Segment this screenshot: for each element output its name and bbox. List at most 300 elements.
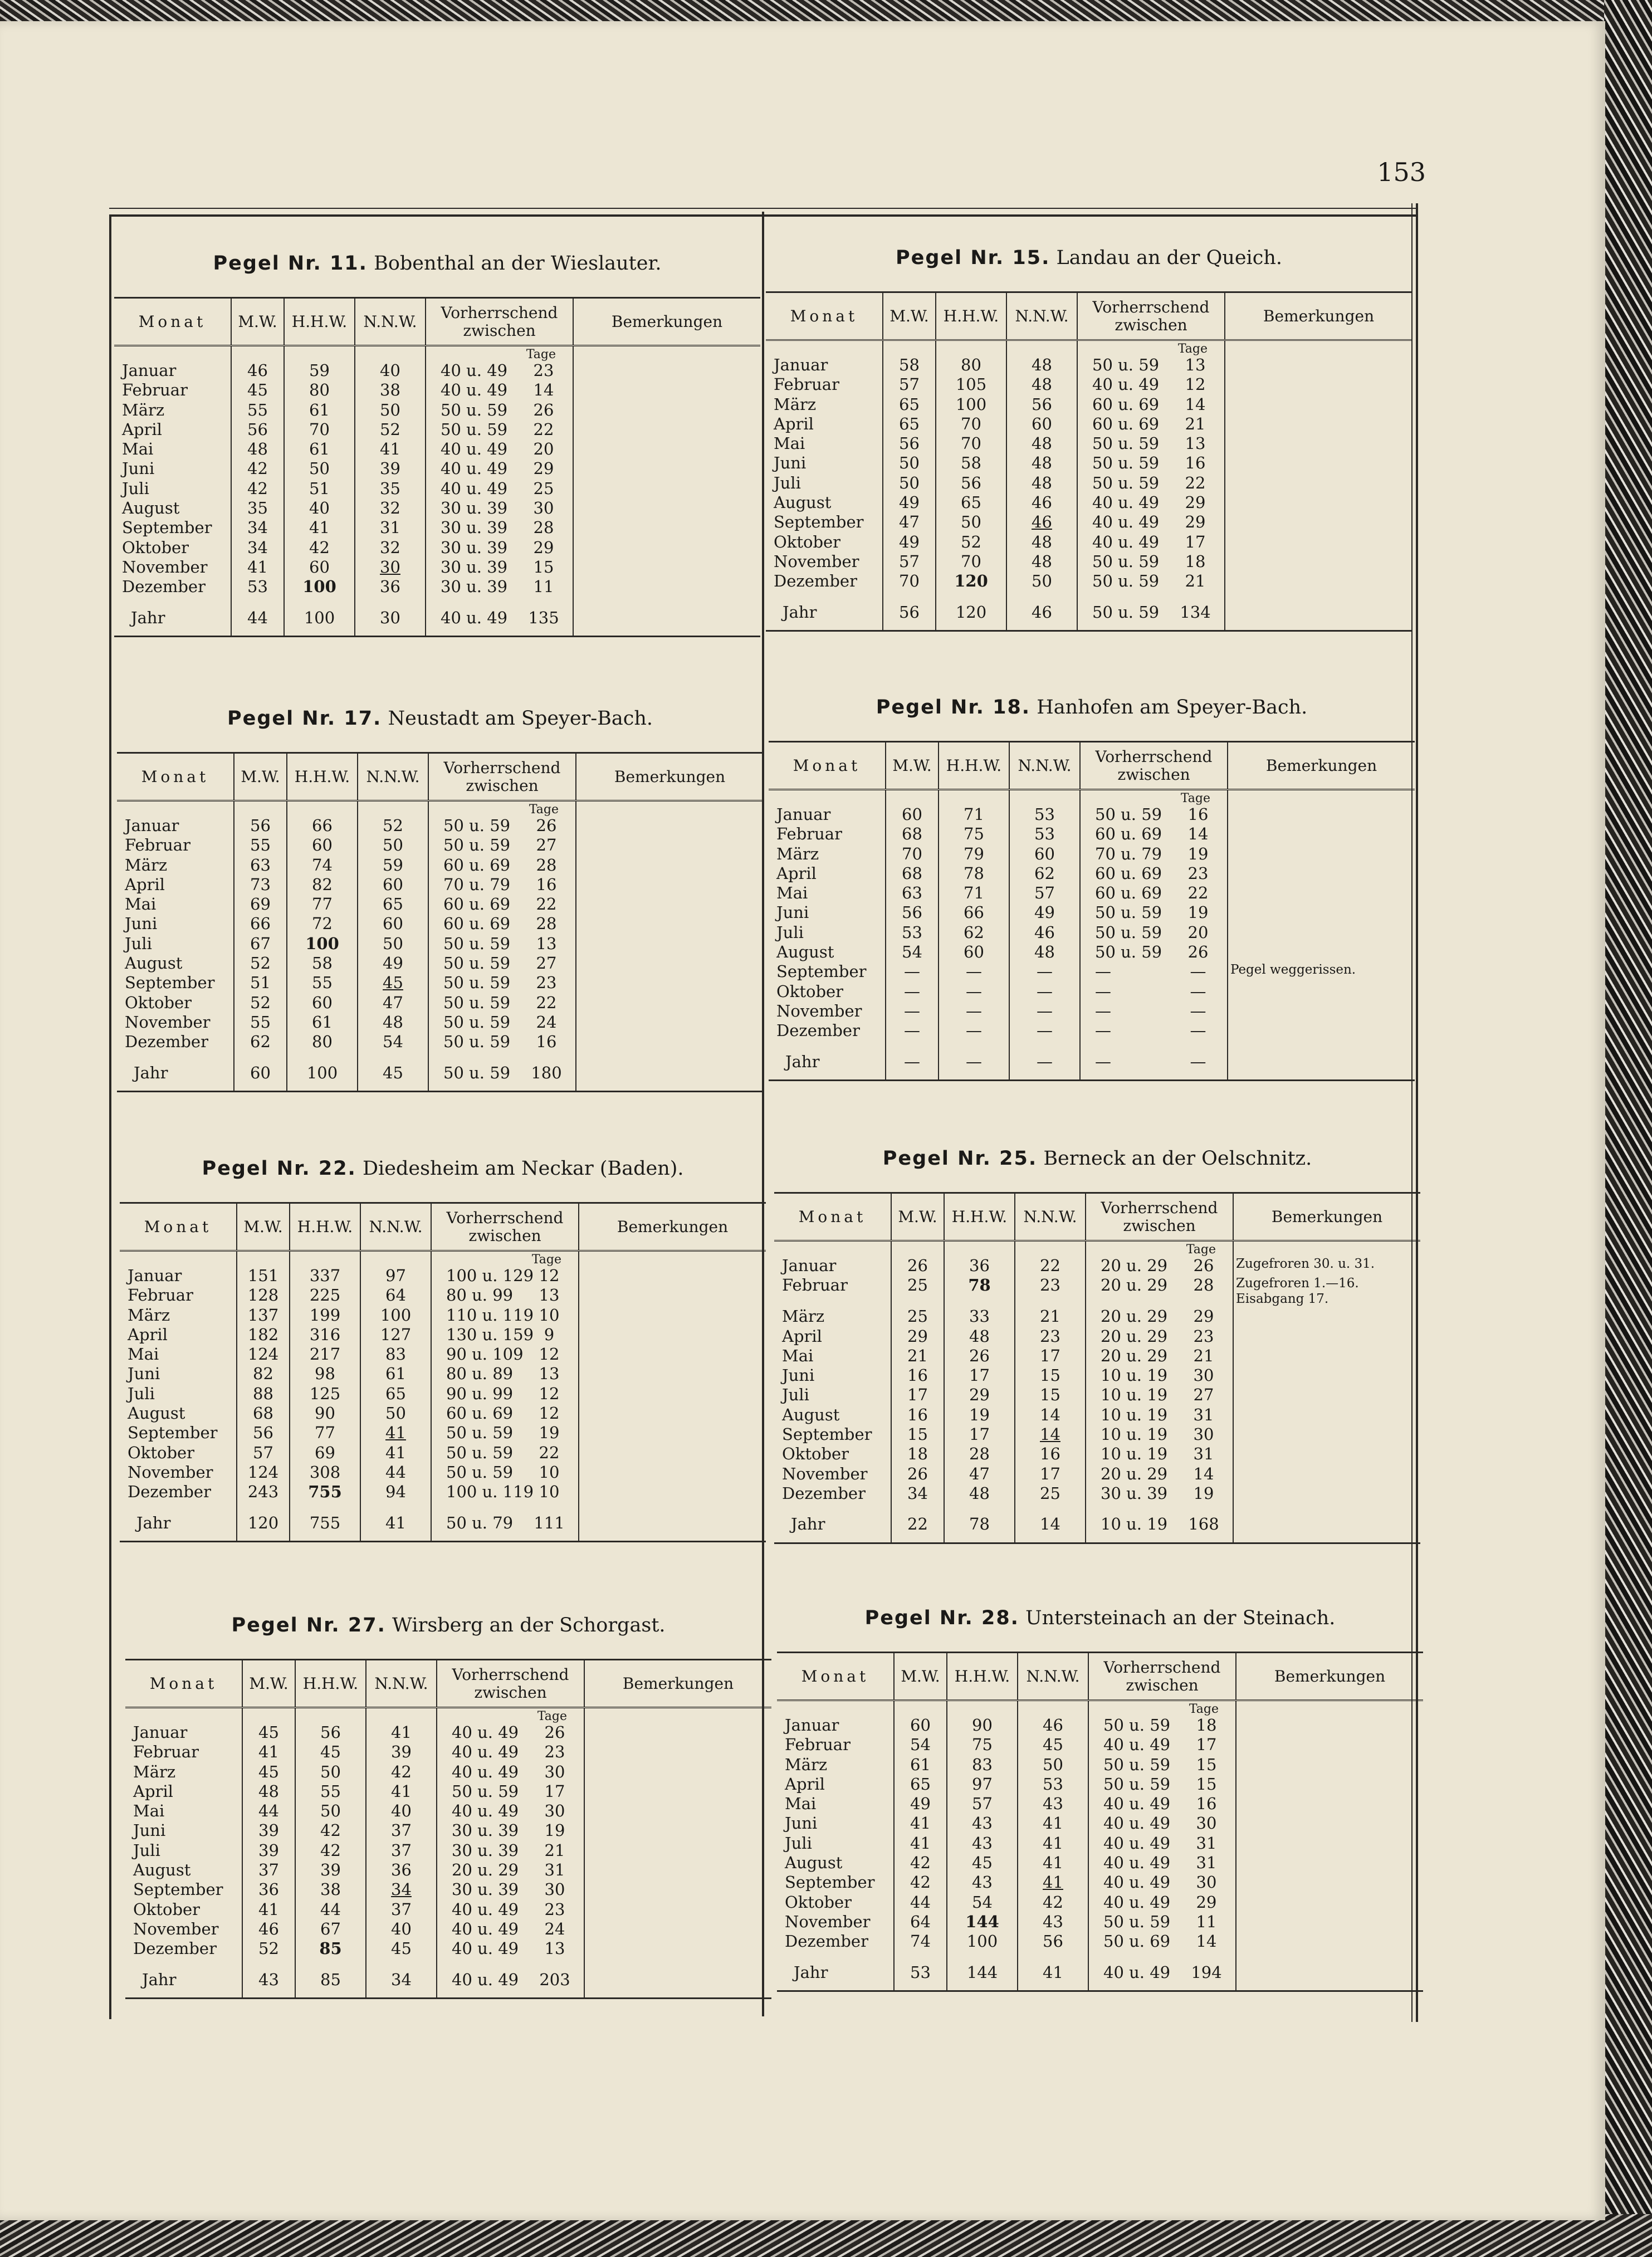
value-mw: 26	[891, 1256, 944, 1276]
tage-count: 19	[539, 1423, 560, 1443]
tage-row	[120, 1251, 766, 1267]
value-vorherrschend	[1077, 395, 1225, 414]
year-remark	[1233, 1503, 1420, 1543]
header-mw: M.W.	[894, 1653, 947, 1701]
page-number: 153	[1377, 157, 1426, 187]
month-name: September	[785, 1873, 875, 1892]
value-vorherrschend	[1080, 824, 1228, 844]
value-hhw: 40	[284, 499, 355, 518]
value-mw: 63	[234, 856, 287, 875]
tage-count: 15	[1196, 1755, 1217, 1774]
remark	[1225, 355, 1412, 375]
value-hhw: 755	[290, 1482, 360, 1502]
value-vorherrschend	[1088, 1893, 1236, 1912]
month-row	[120, 1266, 766, 1286]
remark	[1236, 1755, 1423, 1775]
month-name: November	[128, 1462, 213, 1482]
value-vorherrschend	[1086, 1385, 1233, 1405]
range: 50 u. 59	[443, 993, 511, 1012]
month-row	[769, 805, 1415, 824]
value-hhw: 54	[947, 1893, 1018, 1912]
value-hhw: 97	[947, 1775, 1018, 1794]
value-mw: 42	[894, 1853, 947, 1873]
tage-row-cell	[1018, 1701, 1088, 1716]
value-mw: 25	[891, 1276, 944, 1307]
tage-count: 19	[1187, 903, 1209, 922]
tage-row-cell	[234, 801, 287, 817]
year-nnw: 30	[355, 597, 426, 637]
remark: Pegel weggerissen.	[1228, 962, 1415, 981]
tage-label: Tage	[1086, 1241, 1233, 1257]
month-row	[117, 954, 763, 973]
value-hhw: 50	[295, 1801, 366, 1821]
top-frame-rule	[109, 214, 1418, 217]
value-nnw: 41	[366, 1723, 437, 1742]
range: 10 u. 19	[1101, 1515, 1168, 1534]
value-nnw: 46	[1006, 493, 1077, 512]
remark	[584, 1821, 771, 1840]
value-hhw: 70	[936, 434, 1006, 453]
range: 40 u. 49	[1092, 375, 1160, 394]
month-row	[125, 1860, 771, 1880]
value-mw: 21	[891, 1346, 944, 1366]
value-mw: 42	[231, 459, 284, 478]
value-hhw: 47	[944, 1464, 1015, 1484]
value-mw: 15	[891, 1425, 944, 1444]
value-hhw: 77	[290, 1423, 360, 1443]
value-mw: 49	[883, 533, 936, 552]
tage-count: 14	[1185, 394, 1206, 414]
tage-row	[766, 340, 1412, 356]
value-vorherrschend	[1086, 1256, 1233, 1276]
tage-count: 12	[539, 1404, 560, 1423]
year-row	[117, 1052, 763, 1092]
tage-row-cell	[290, 1251, 360, 1267]
value-hhw: 50	[284, 459, 355, 478]
value-hhw: 80	[284, 380, 355, 400]
range: 50 u. 59	[1092, 551, 1160, 571]
value-nnw: 97	[360, 1266, 431, 1286]
value-nnw: 23	[1015, 1327, 1086, 1346]
month-row	[774, 1484, 1420, 1503]
value-vorherrschend	[426, 380, 573, 400]
value-vorherrschend	[428, 1032, 576, 1052]
value-vorherrschend	[431, 1325, 579, 1345]
header-monat: Monat	[117, 753, 234, 801]
tage-row-cell	[1233, 1241, 1420, 1257]
header-bemerkungen: Bemerkungen	[576, 753, 763, 801]
remark	[1228, 923, 1415, 942]
header-vorherrschend: Vorherrschend zwischen	[431, 1203, 579, 1251]
remark	[1233, 1405, 1420, 1425]
month-row	[769, 982, 1415, 1002]
gauge-location: Neustadt am Speyer-Bach.	[388, 707, 653, 730]
month-row	[120, 1443, 766, 1463]
value-vorherrschend	[437, 1782, 584, 1801]
value-nnw: 50	[358, 934, 428, 954]
value-nnw: 61	[360, 1364, 431, 1384]
remark	[1236, 1932, 1423, 1951]
value-hhw: 43	[947, 1834, 1018, 1853]
value-vorherrschend	[1077, 414, 1225, 434]
range: 40 u. 49	[441, 361, 508, 380]
value-hhw: 77	[287, 895, 358, 914]
header-mw: M.W.	[234, 753, 287, 801]
month-name: Juli	[776, 922, 804, 942]
section-title	[125, 1614, 771, 1636]
value-mw: 56	[886, 903, 939, 922]
remark	[1228, 1021, 1415, 1040]
remark	[1233, 1385, 1420, 1405]
value-nnw: 17	[1015, 1346, 1086, 1366]
range: 130 u. 159	[446, 1325, 534, 1344]
year-remark	[1228, 1041, 1415, 1081]
tage-count: 27	[536, 836, 557, 855]
month-name: November	[782, 1464, 868, 1483]
tage-count: 16	[536, 1032, 557, 1052]
value-hhw: 43	[947, 1814, 1018, 1833]
value-mw: 39	[242, 1841, 295, 1860]
month-row	[120, 1463, 766, 1482]
year-vorherrschend	[1088, 1952, 1236, 1991]
remark	[573, 577, 760, 597]
tage-count: 30	[533, 499, 554, 518]
remark	[1225, 395, 1412, 414]
header-bemerkungen: Bemerkungen	[1228, 742, 1415, 790]
tage-count: 17	[544, 1781, 565, 1801]
value-hhw: 79	[939, 844, 1009, 864]
value-mw: 49	[894, 1794, 947, 1814]
tage-row-cell	[287, 801, 358, 817]
value-nnw: 40	[366, 1919, 437, 1939]
value-hhw: 33	[944, 1307, 1015, 1326]
month-row	[769, 824, 1415, 844]
year-remark	[584, 1959, 771, 1999]
tage-count: 14	[533, 380, 554, 400]
gauge-location: Bobenthal an der Wieslauter.	[374, 252, 662, 275]
month-name: März	[776, 844, 819, 863]
tage-count: 30	[1196, 1814, 1217, 1833]
value-nnw: 43	[1018, 1912, 1088, 1932]
year-remark	[1225, 592, 1412, 631]
value-nnw: 40	[355, 361, 426, 380]
section-title	[774, 1147, 1420, 1170]
tage-count: 12	[539, 1384, 560, 1403]
tage-row-cell	[766, 340, 883, 356]
value-vorherrschend	[428, 973, 576, 993]
value-nnw: —	[1009, 1021, 1080, 1040]
value-hhw: 75	[939, 824, 1009, 844]
section-title	[114, 252, 760, 275]
value-mw: 67	[234, 934, 287, 954]
value-hhw: 337	[290, 1266, 360, 1286]
value-mw: 137	[237, 1306, 290, 1325]
remark	[1228, 942, 1415, 962]
value-hhw: 55	[287, 973, 358, 993]
tage-count: 27	[1193, 1385, 1214, 1405]
range: 40 u. 49	[1103, 1873, 1171, 1892]
tage-count: 134	[1180, 602, 1211, 622]
value-hhw: 61	[287, 1013, 358, 1032]
value-vorherrschend	[1088, 1912, 1236, 1932]
month-name: Juni	[133, 1821, 166, 1840]
remark	[573, 558, 760, 577]
year-row	[777, 1952, 1423, 1991]
value-nnw: 42	[1018, 1893, 1088, 1912]
month-name: Januar	[128, 1266, 182, 1285]
tage-row-cell	[237, 1251, 290, 1267]
value-vorherrschend	[1077, 355, 1225, 375]
remark	[1233, 1366, 1420, 1385]
tage-row-cell	[358, 801, 428, 817]
value-vorherrschend	[428, 914, 576, 934]
tage-row-cell	[891, 1241, 944, 1257]
header-nnw: N.N.W.	[1015, 1193, 1086, 1241]
value-mw: 37	[242, 1860, 295, 1880]
range: 50 u. 59	[446, 1443, 514, 1462]
value-mw: 55	[231, 400, 284, 420]
header-mw: M.W.	[883, 292, 936, 340]
value-vorherrschend	[431, 1364, 579, 1384]
tage-label: Tage	[1080, 790, 1228, 805]
tage-row	[125, 1708, 771, 1723]
value-mw: 70	[883, 571, 936, 591]
tage-count: 21	[1185, 414, 1206, 433]
year-hhw: 120	[936, 592, 1006, 631]
value-hhw: 80	[287, 1032, 358, 1052]
marbled-right-edge	[1604, 0, 1652, 2257]
header-nnw: N.N.W.	[358, 753, 428, 801]
range: 20 u. 29	[1101, 1464, 1168, 1483]
value-mw: 41	[894, 1834, 947, 1853]
month-row	[120, 1286, 766, 1305]
month-row	[117, 895, 763, 914]
value-vorherrschend	[1080, 982, 1228, 1002]
month-row	[114, 361, 760, 380]
month-name: Juni	[128, 1364, 160, 1384]
range: 110 u. 119	[446, 1305, 534, 1325]
tage-row-cell	[366, 1708, 437, 1723]
month-name: Oktober	[774, 532, 841, 551]
section-title	[777, 1607, 1423, 1629]
month-name: November	[785, 1912, 871, 1931]
value-vorherrschend	[1080, 864, 1228, 883]
value-mw: 57	[883, 552, 936, 571]
range: 60 u. 69	[1095, 824, 1162, 844]
remark	[584, 1880, 771, 1899]
remark	[1233, 1484, 1420, 1503]
range: 50 u. 59	[1103, 1716, 1171, 1735]
value-nnw: 49	[1009, 903, 1080, 922]
value-nnw: 41	[1018, 1853, 1088, 1873]
value-nnw: 60	[358, 875, 428, 895]
range: 20 u. 29	[1101, 1346, 1168, 1365]
value-vorherrschend	[1086, 1366, 1233, 1385]
range: 50 u. 59	[1092, 473, 1160, 492]
tage-count: 16	[536, 875, 557, 894]
tage-count: 11	[533, 577, 554, 597]
range: 50 u. 59	[1095, 942, 1162, 962]
value-nnw: 32	[355, 499, 426, 518]
value-nnw: 41	[1018, 1814, 1088, 1833]
value-hhw: 45	[295, 1742, 366, 1762]
month-name: August	[776, 942, 834, 962]
tage-count: 30	[1193, 1366, 1214, 1385]
remark	[1236, 1716, 1423, 1735]
header-nnw: N.N.W.	[1006, 292, 1077, 340]
month-row	[766, 533, 1412, 552]
value-hhw: 29	[944, 1385, 1015, 1405]
value-hhw: 36	[944, 1256, 1015, 1276]
tage-row-cell	[886, 790, 939, 805]
tage-count: 28	[536, 914, 557, 934]
value-mw: 45	[242, 1762, 295, 1782]
range: 40 u. 49	[1092, 493, 1160, 512]
remark	[573, 439, 760, 459]
value-hhw: 59	[284, 361, 355, 380]
remark	[1236, 1775, 1423, 1794]
value-hhw: 26	[944, 1346, 1015, 1366]
month-row	[114, 538, 760, 558]
pegel-number: Pegel Nr. 25.	[882, 1147, 1038, 1170]
month-name: April	[125, 875, 165, 894]
value-mw: 62	[234, 1032, 287, 1052]
month-row	[774, 1405, 1420, 1425]
pegel-number: Pegel Nr. 11.	[213, 252, 368, 275]
month-name: September	[128, 1423, 218, 1443]
value-nnw: 53	[1009, 824, 1080, 844]
tage-count: 10	[539, 1462, 560, 1482]
value-hhw: 75	[947, 1735, 1018, 1755]
month-row	[117, 875, 763, 895]
tage-count: —	[1190, 1001, 1206, 1020]
section-title	[766, 247, 1412, 269]
value-vorherrschend	[428, 954, 576, 973]
value-vorherrschend	[1086, 1464, 1233, 1484]
value-vorherrschend	[1088, 1775, 1236, 1794]
value-mw: 34	[891, 1484, 944, 1503]
range: 30 u. 39	[452, 1840, 519, 1860]
range: 40 u. 49	[1103, 1892, 1171, 1912]
range: 40 u. 49	[441, 478, 508, 498]
remark	[1236, 1834, 1423, 1853]
value-hhw: 43	[947, 1873, 1018, 1892]
month-row	[766, 453, 1412, 473]
tage-count: 180	[531, 1063, 562, 1082]
value-nnw: 48	[1006, 375, 1077, 394]
value-hhw: 60	[287, 836, 358, 855]
tage-count: 14	[1187, 824, 1209, 844]
range: 40 u. 49	[1103, 1814, 1171, 1833]
tage-row-cell	[1236, 1701, 1423, 1716]
value-hhw: 38	[295, 1880, 366, 1899]
month-name: Dezember	[785, 1932, 868, 1951]
value-hhw: 60	[287, 993, 358, 1013]
value-vorherrschend	[431, 1463, 579, 1482]
gauge-location: Wirsberg an der Schorgast.	[392, 1614, 666, 1636]
tage-row	[114, 346, 760, 361]
month-row	[774, 1425, 1420, 1444]
year-mw: 22	[891, 1503, 944, 1543]
value-mw: 60	[886, 805, 939, 824]
header-bemerkungen: Bemerkungen	[1233, 1193, 1420, 1241]
value-nnw: 46	[1009, 923, 1080, 942]
remark	[1236, 1735, 1423, 1755]
value-hhw: 105	[936, 375, 1006, 394]
value-vorherrschend	[437, 1860, 584, 1880]
month-row	[114, 439, 760, 459]
value-mw: 50	[883, 453, 936, 473]
tage-count: 26	[544, 1723, 565, 1742]
range: 40 u. 49	[452, 1723, 519, 1742]
value-vorherrschend	[1080, 903, 1228, 922]
range: 50 u. 79	[446, 1513, 514, 1532]
tage-count: —	[1190, 962, 1206, 981]
value-vorherrschend	[431, 1266, 579, 1286]
month-row	[114, 518, 760, 538]
header-bemerkungen: Bemerkungen	[1236, 1653, 1423, 1701]
value-nnw: 39	[366, 1742, 437, 1762]
gauge-location: Berneck an der Oelschnitz.	[1043, 1147, 1312, 1170]
value-hhw: 82	[287, 875, 358, 895]
remark	[573, 380, 760, 400]
remark	[1228, 883, 1415, 903]
value-hhw: 51	[284, 479, 355, 499]
range: 50 u. 59	[443, 1063, 511, 1082]
value-hhw: 66	[939, 903, 1009, 922]
header-bemerkungen: Bemerkungen	[573, 298, 760, 346]
value-vorherrschend	[1086, 1405, 1233, 1425]
month-name: April	[776, 863, 817, 883]
month-row	[125, 1841, 771, 1860]
value-mw: 35	[231, 499, 284, 518]
month-row	[769, 1021, 1415, 1040]
month-name: März	[125, 855, 168, 875]
month-name: Mai	[785, 1794, 817, 1814]
range: 40 u. 49	[1103, 1962, 1171, 1982]
value-hhw: —	[939, 1021, 1009, 1040]
tage-count: 194	[1191, 1962, 1222, 1982]
value-hhw: 71	[939, 805, 1009, 824]
remark	[573, 420, 760, 439]
month-row	[777, 1853, 1423, 1873]
tage-count: 22	[539, 1443, 560, 1462]
gauge-table	[125, 1659, 771, 1999]
tage-count: 203	[539, 1970, 570, 1989]
value-nnw: 48	[1006, 434, 1077, 453]
month-row	[120, 1364, 766, 1384]
tage-row-cell	[355, 346, 426, 361]
month-row	[774, 1346, 1420, 1366]
month-row	[120, 1325, 766, 1345]
value-hhw: 28	[944, 1444, 1015, 1464]
value-nnw: 17	[1015, 1464, 1086, 1484]
range: 20 u. 29	[1101, 1276, 1168, 1295]
value-hhw: 48	[944, 1327, 1015, 1346]
marbled-bottom-edge	[0, 2214, 1652, 2257]
value-mw: 45	[231, 380, 284, 400]
range: 90 u. 99	[446, 1384, 514, 1403]
value-hhw: 42	[295, 1821, 366, 1840]
range: 50 u. 59	[443, 1012, 511, 1032]
month-name: Oktober	[122, 538, 189, 557]
header-vorherrschend: Vorherrschend zwischen	[428, 753, 576, 801]
month-name: Mai	[128, 1345, 159, 1364]
tage-count: 22	[1187, 883, 1209, 903]
value-mw: 69	[234, 895, 287, 914]
month-row	[777, 1716, 1423, 1735]
tage-count: 27	[536, 954, 557, 973]
